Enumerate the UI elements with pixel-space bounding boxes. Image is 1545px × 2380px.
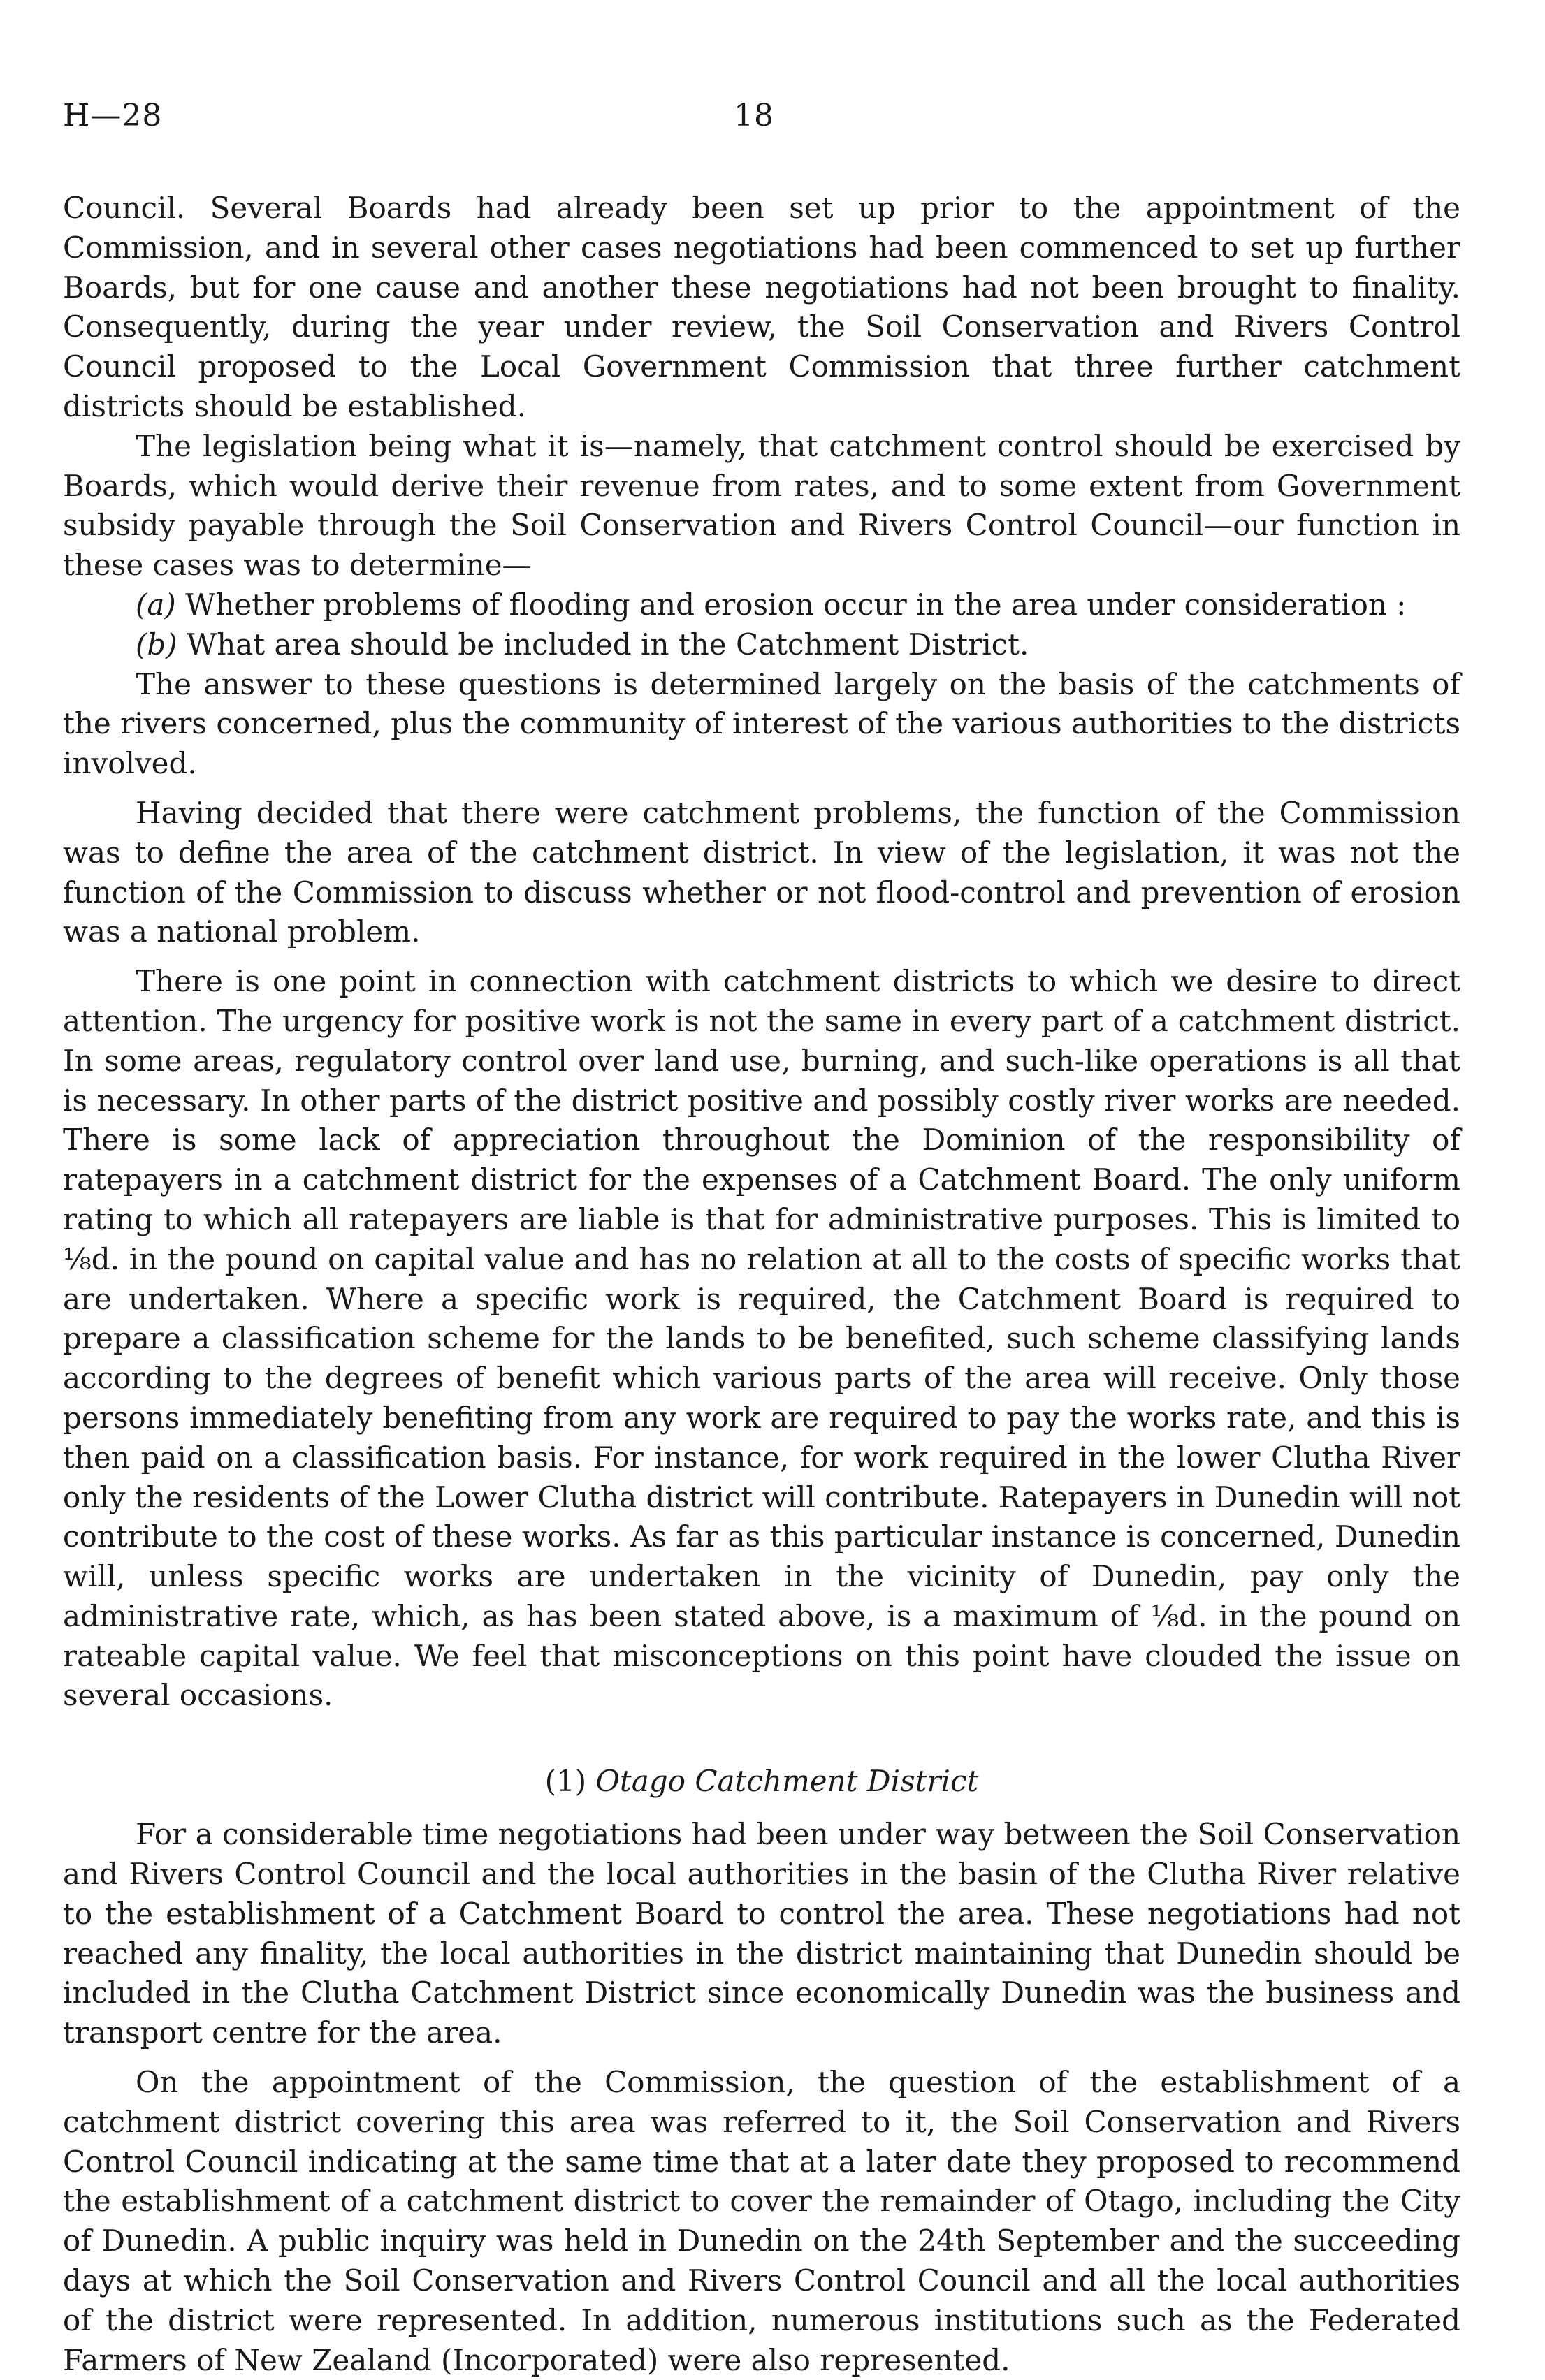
- page-number: 18: [734, 98, 774, 133]
- paragraph: Having decided that there were catchment problems, the function of the Commission was to define the area of the catchment district. In view of the legislation, it was not the function of the Commission to discuss whether or not flood-control and prevention of erosion was a national problem.: [63, 795, 1460, 949]
- document-body: [63, 189, 1460, 2380]
- paragraph: Council. Several Boards had already been set up prior to the appointment of the Commission, and in several other cases negotiations had been commenced to set up further Boards, but for one cause and another these negotiations had not been brought to finality. Consequently, during the year under review, the Soil Conservation and Rivers Control Council proposed to the Local Government Commission that three further catchment districts should be established.: [63, 191, 1460, 423]
- section-title: Otago Catchment District: [595, 1764, 979, 1799]
- section-number: (1): [544, 1764, 587, 1799]
- paragraph: The legislation being what it is—namely, that catchment control should be exercised by Boards, which would derive their revenue from rates, and to some extent from Government subsidy payable through the Soil Conservation and Rivers Control Council—our function in these cases was to determine—: [63, 428, 1460, 583]
- paragraph: On the appointment of the Commission, the question of the establishment of a catchment district covering this area was referred to it, the Soil Conservation and Rivers Control Council indicating at the same time that at a later date they proposed to recommend the establishment of a catchment district to cover the remainder of Otago, including the City of Dunedin. A public inquiry was held in Dunedin on the 24th September and the succeeding days at which the Soil Conservation and Rivers Control Council and all the local authorities of the district were represented. In addition, numerous institutions such as the Federated Farmers of New Zealand (Incorporated) were also represented.: [63, 2065, 1460, 2377]
- paragraph: There is one point in connection with catchment districts to which we desire to direct attention. The urgency for positive work is not the same in every part of a catchment district. In some areas, regulatory control over land use, burning, and such-like operations is all that is necessary. In other parts of the district positive and possibly costly river works are needed. There is some lack of appreciation throughout the Dominion of the responsibility of ratepayers in a catchment district for the expenses of a Catchment Board. The only uniform rating to which all ratepayers are liable is that for administrative purposes. This is limited to ⅛d. in the pound on capital value and has no relation at all to the costs of specific works that are undertaken. Where a specific work is required, the Catchment Board is required to prepare a classification scheme for the lands to be benefited, such scheme classifying lands according to the degrees of benefit which various parts of the area will receive. Only those persons immediately benefiting from any work are required to pay the works rate, and this is then paid on a classification basis. For instance, for work required in the lower Clutha River only the residents of the Lower Clutha district will contribute. Ratepayers in Dunedin will not contribute to the cost of these works. As far as this particular instance is concerned, Dunedin will, unless specific works are undertaken in the vicinity of Dunedin, pay only the administrative rate, which, as has been stated above, is a maximum of ⅛d. in the pound on rateable capital value. We feel that misconceptions on this point have clouded the issue on several occasions.: [63, 964, 1460, 1713]
- list-item-text: What area should be included in the Catchment District.: [177, 627, 1029, 662]
- list-item-text: Whether problems of flooding and erosion occur in the area under consideration :: [175, 587, 1407, 622]
- document-reference: H—28: [63, 98, 163, 133]
- list-item-a: [63, 585, 1460, 625]
- paragraph: For a considerable time negotiations had been under way between the Soil Conservation and Rivers Control Council and the local authorities in the basin of the Clutha River relative to the establishment of a Catchment Board to control the area. These negotiations had not reached any finality, the local authorities in the district maintaining that Dunedin should be included in the Clutha Catchment District since economically Dunedin was the business and transport centre for the area.: [63, 1817, 1460, 2050]
- paragraph: The answer to these questions is determined largely on the basis of the catchments of the rivers concerned, plus the community of interest of the various authorities to the districts involved.: [63, 666, 1460, 781]
- section-heading: [63, 1762, 1460, 1801]
- document-page: [63, 98, 1460, 2380]
- list-item-label: (a): [136, 587, 176, 622]
- page-header: [63, 98, 1460, 154]
- list-item-label: (b): [136, 627, 177, 662]
- list-item-b: [63, 625, 1460, 665]
